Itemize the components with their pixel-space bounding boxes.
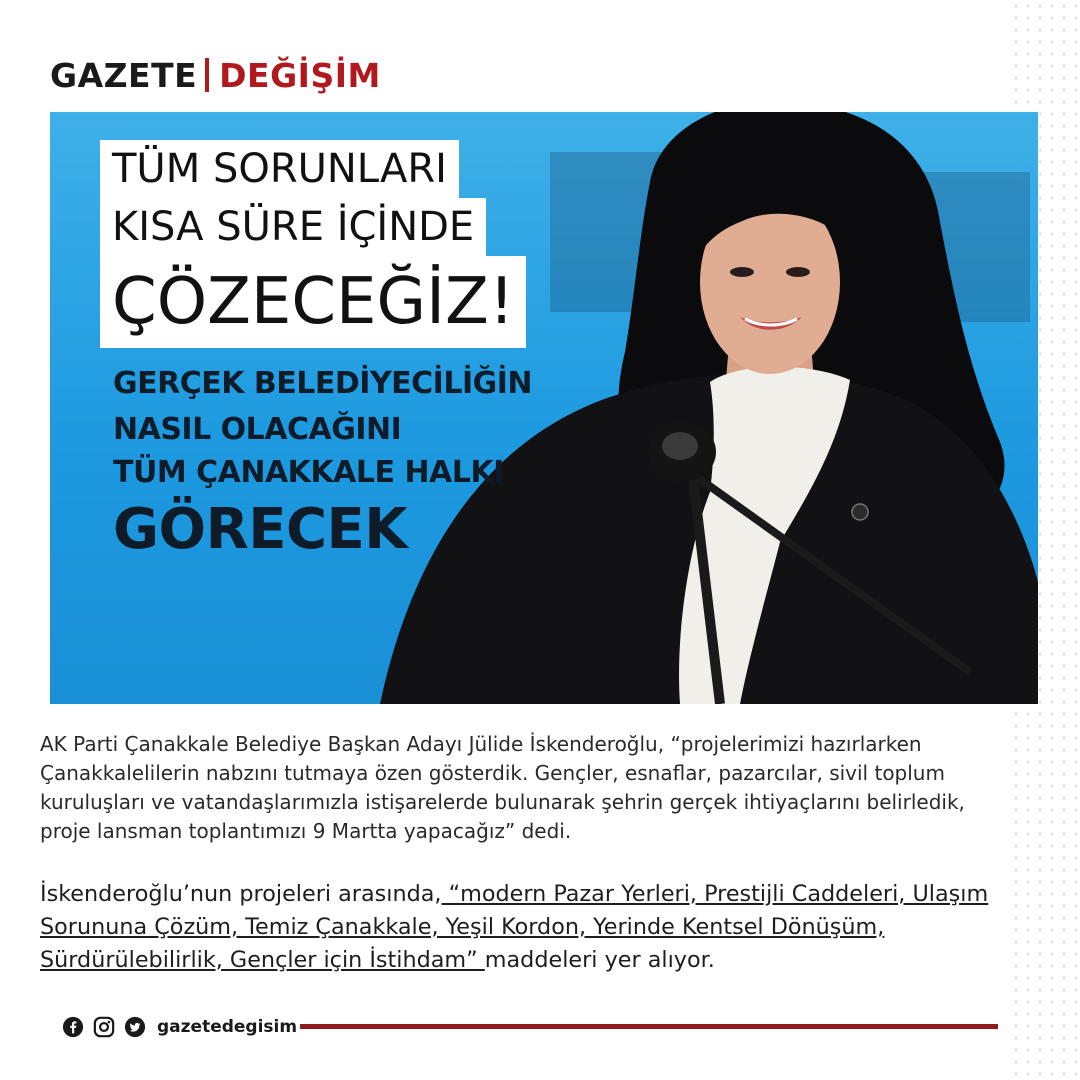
article-paragraph-1: AK Parti Çanakkale Belediye Başkan Adayı Jülide İskenderoğlu, “projelerimizi hazırlarken Çanakkalelilerin nabzını tutmaya özen gösterdik. Gençler, esnaflar, pazarcılar, sivil toplum kuruluşları ve vatandaşlarımızla istişarelerde bulunarak şehrin gerçek ihtiyaçlarını belirledik, proje lansman toplantımızı 9 Martta yapacağız” dedi. (40, 732, 965, 843)
subheadline-line-4: GÖRECEK (113, 497, 408, 562)
subheadline-line-2: NASIL OLACAĞINI (113, 412, 402, 447)
headline-line-2: KISA SÜRE İÇİNDE (100, 198, 486, 256)
subheadline-line-1: GERÇEK BELEDİYECİLİĞİN (113, 366, 533, 401)
brand-name-part2: DEĞİŞİM (219, 55, 381, 95)
eye-right (786, 267, 810, 277)
brand-name-part1: GAZETE (50, 55, 198, 95)
twitter-icon[interactable] (124, 1016, 146, 1038)
eye-left (730, 267, 754, 277)
social-footer (62, 1014, 297, 1040)
subheadline-line-3: TÜM ÇANAKKALE HALKI (113, 455, 504, 490)
brand-separator (205, 58, 209, 92)
paragraph-2-outro: maddeleri yer alıyor. (484, 947, 715, 973)
facebook-icon[interactable] (62, 1016, 84, 1038)
headline-line-3: ÇÖZECEĞİZ! (100, 256, 526, 348)
article-paragraph-2 (40, 878, 1040, 977)
instagram-icon[interactable] (93, 1016, 115, 1038)
lapel-pin (852, 504, 868, 520)
headline-line-1: TÜM SORUNLARI (100, 140, 459, 198)
footer-rule (300, 1024, 998, 1029)
brand-logo (50, 50, 381, 100)
paragraph-2-intro: İskenderoğlu’nun projeleri arasında, (40, 881, 442, 907)
projects-link[interactable]: “modern Pazar Yerleri, Prestijli Caddeleri, Ulaşım Sorununa Çözüm, Temiz Çanakkale, Yeşil Kordon, Yerinde Kentsel Dönüşüm, Sürdürülebilirlik, Gençler için İstihdam” (40, 881, 989, 973)
social-handle[interactable]: gazetedegisim (157, 1017, 298, 1037)
